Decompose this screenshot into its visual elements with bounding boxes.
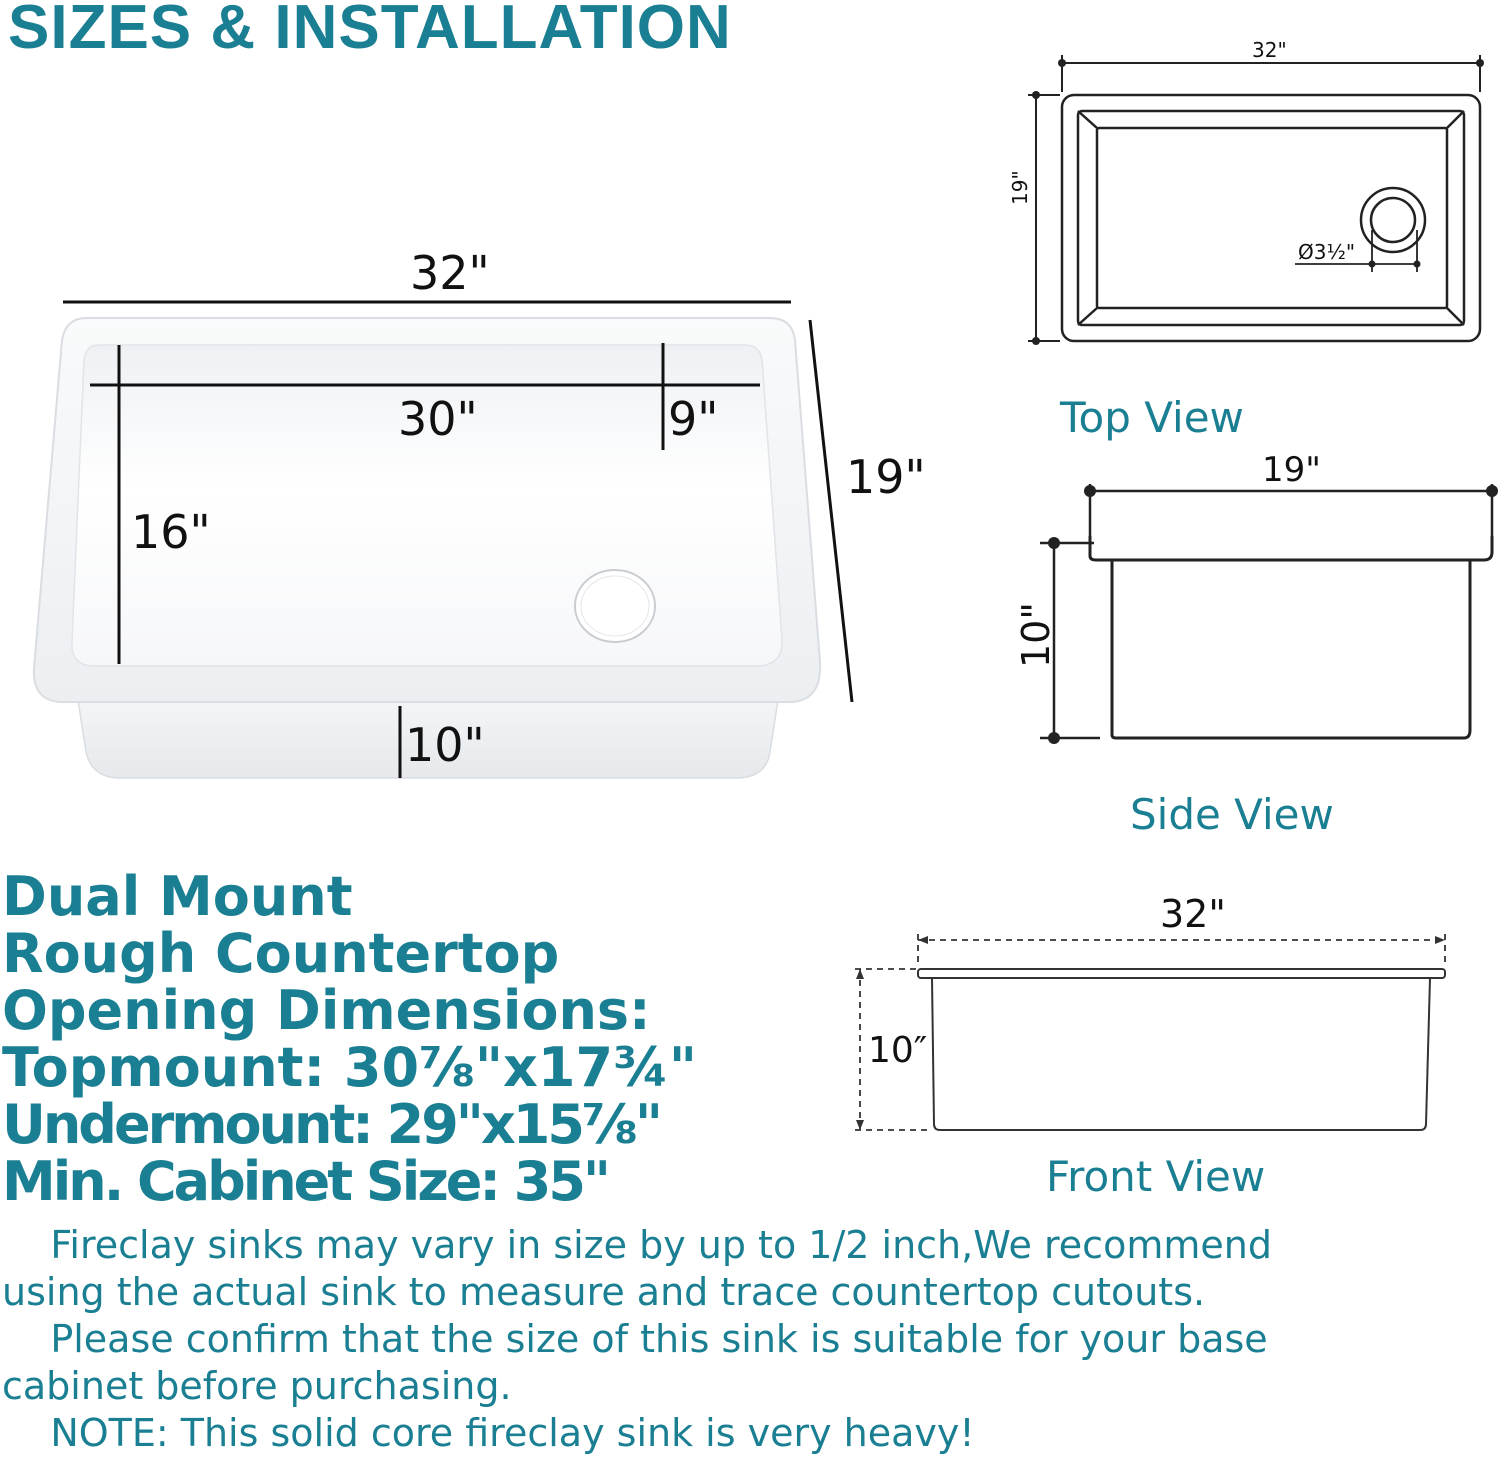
top-view-width-label: 19" (1008, 170, 1032, 205)
spec-topmount: Topmount: 30⅞"x17¾" (2, 1036, 698, 1099)
side-view-drawing (1040, 484, 1492, 738)
note-line-3: Please confirm that the size of this sink is suitable for your base (2, 1317, 1268, 1361)
side-view-width-label: 19" (1262, 450, 1321, 490)
drain-diameter-label: Ø3½" (1298, 240, 1356, 264)
side-view-dimension-dots (1048, 485, 1498, 744)
front-view-length-label: 32" (1160, 892, 1226, 936)
inner-length-label: 30" (398, 392, 478, 446)
front-view-label: Front View (1046, 1152, 1266, 1201)
overall-width-label: 19" (846, 450, 926, 504)
drain-offset-label: 9" (668, 392, 719, 446)
spec-opening-dimensions: Opening Dimensions: (2, 979, 651, 1042)
page-title: SIZES & INSTALLATION (8, 0, 732, 62)
spec-dual-mount: Dual Mount (2, 865, 353, 928)
spec-undermount: Undermount: 29"x15⅞" (2, 1093, 660, 1156)
front-view-drawing (855, 934, 1445, 1130)
side-view-depth-label: 10" (1014, 602, 1058, 668)
spec-rough-countertop: Rough Countertop (2, 922, 560, 985)
top-view-length-label: 32" (1252, 38, 1287, 62)
front-view-depth-label: 10″ (868, 1030, 928, 1071)
top-view-drawing (1028, 55, 1480, 341)
note-line-2: using the actual sink to measure and trace countertop cutouts. (2, 1270, 1206, 1314)
note-line-1: Fireclay sinks may vary in size by up to 1/2 inch,We recommend (2, 1223, 1272, 1267)
inner-width-label: 16" (131, 505, 211, 559)
overall-length-label: 32" (410, 246, 490, 300)
front-view-arrows (856, 936, 1445, 1130)
side-view-label: Side View (1130, 790, 1334, 839)
note-line-5: NOTE: This solid core fireclay sink is very heavy! (2, 1411, 975, 1455)
depth-label: 10" (405, 718, 485, 772)
top-view-dimension-dots (1032, 59, 1484, 345)
top-view-label: Top View (1060, 393, 1244, 442)
spec-min-cabinet: Min. Cabinet Size: 35" (2, 1150, 609, 1213)
note-line-4: cabinet before purchasing. (2, 1364, 512, 1408)
